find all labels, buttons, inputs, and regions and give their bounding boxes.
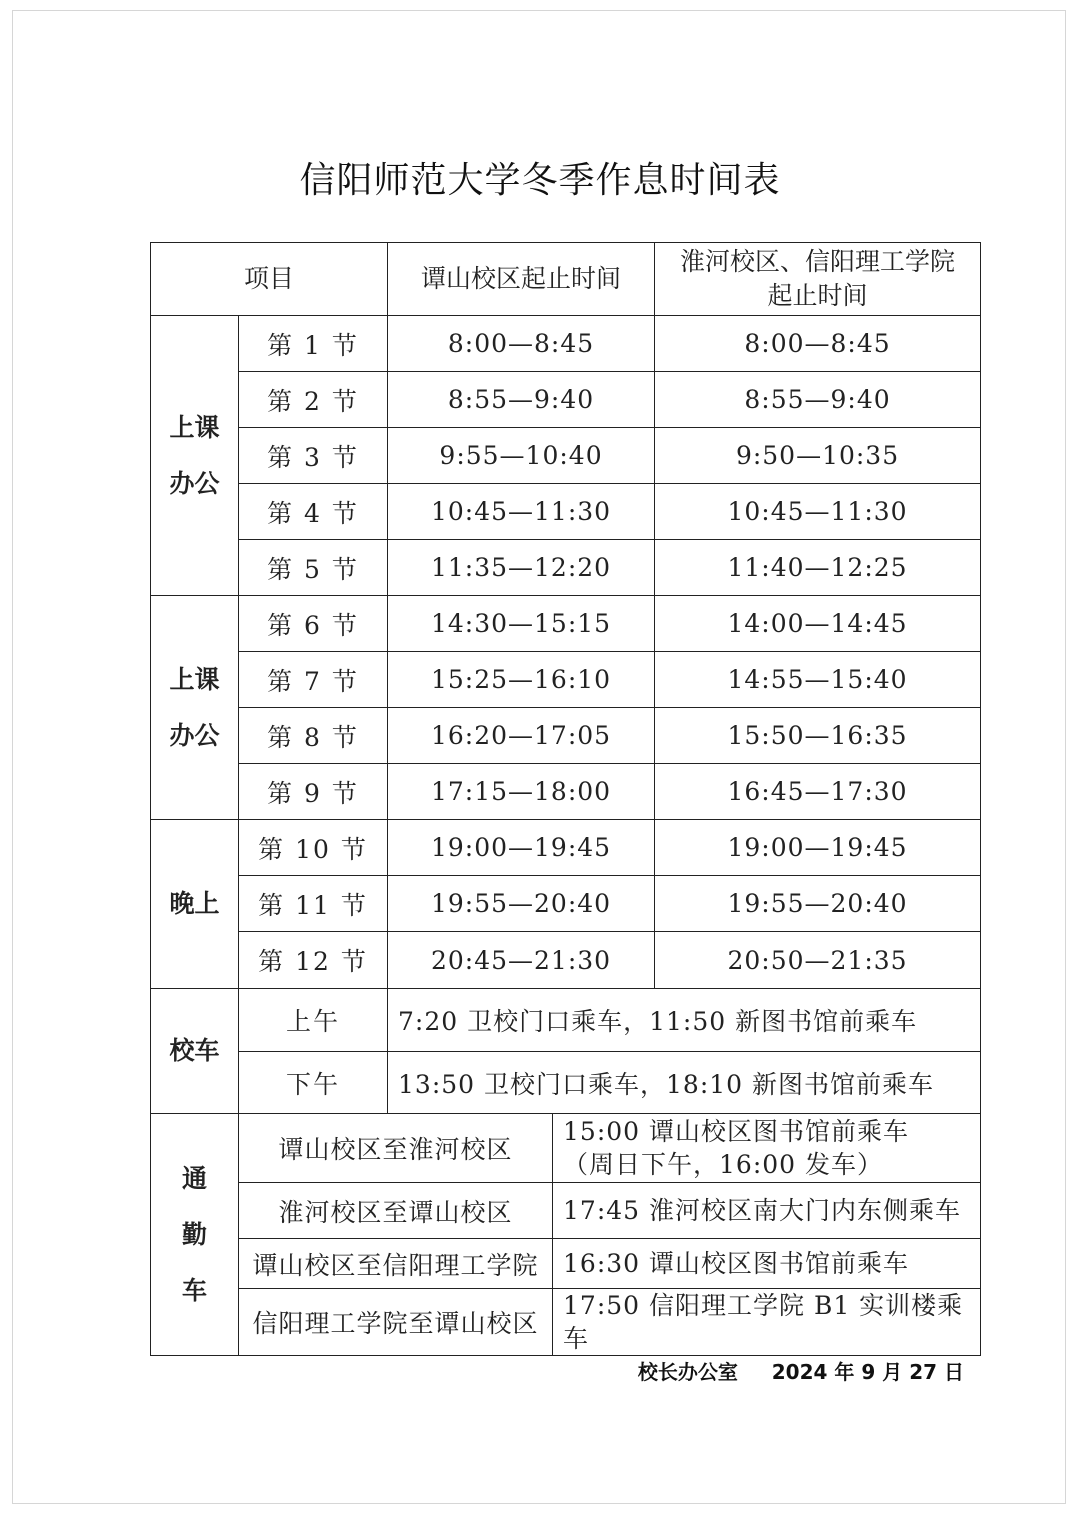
commute-desc-line1: 15:00 谭山校区图书馆前乘车 xyxy=(563,1117,910,1146)
group-bus: 校车 xyxy=(151,989,239,1114)
period-label: 第 4 节 xyxy=(239,484,388,540)
header-tanshan: 谭山校区起止时间 xyxy=(388,243,655,316)
table-row xyxy=(151,1289,981,1356)
tanshan-time: 9:55—10:40 xyxy=(388,428,655,484)
tanshan-time: 10:45—11:30 xyxy=(388,484,655,540)
table-row xyxy=(151,316,981,372)
bus-desc: 13:50 卫校门口乘车，18:10 新图书馆前乘车 xyxy=(388,1052,981,1114)
table-header-row xyxy=(151,243,981,316)
huaihe-time: 14:55—15:40 xyxy=(655,652,981,708)
huaihe-time: 20:50—21:35 xyxy=(655,932,981,989)
commute-route: 淮河校区至谭山校区 xyxy=(239,1183,553,1239)
table-row xyxy=(151,876,981,932)
period-label: 第 5 节 xyxy=(239,540,388,596)
tanshan-time: 15:25—16:10 xyxy=(388,652,655,708)
group-afternoon xyxy=(151,596,239,820)
commute-desc: 17:50 信阳理工学院 B1 实训楼乘车 xyxy=(553,1289,981,1356)
footer-signature xyxy=(638,1356,964,1385)
table-row xyxy=(151,652,981,708)
bus-label: 下午 xyxy=(239,1052,388,1114)
page-title: 信阳师范大学冬季作息时间表 xyxy=(299,160,781,201)
commute-route: 谭山校区至信阳理工学院 xyxy=(239,1239,553,1289)
tanshan-time: 19:00—19:45 xyxy=(388,820,655,876)
tanshan-time: 16:20—17:05 xyxy=(388,708,655,764)
group-commute-char3: 车 xyxy=(181,1275,207,1305)
table-row xyxy=(151,484,981,540)
huaihe-time: 15:50—16:35 xyxy=(655,708,981,764)
group-commute-char1: 通 xyxy=(181,1163,207,1193)
commute-route: 信阳理工学院至谭山校区 xyxy=(239,1289,553,1356)
tanshan-time: 19:55—20:40 xyxy=(388,876,655,932)
group-morning-line2: 办公 xyxy=(169,468,220,498)
tanshan-time: 11:35—12:20 xyxy=(388,540,655,596)
table-row xyxy=(151,764,981,820)
period-label: 第 12 节 xyxy=(239,932,388,989)
huaihe-time: 9:50—10:35 xyxy=(655,428,981,484)
table-row xyxy=(151,820,981,876)
commute-route: 谭山校区至淮河校区 xyxy=(239,1114,553,1183)
group-commute-char2: 勤 xyxy=(181,1219,207,1249)
header-huaihe-line2: 起止时间 xyxy=(767,281,868,310)
group-afternoon-line1: 上课 xyxy=(169,664,220,694)
tanshan-time: 8:55—9:40 xyxy=(388,372,655,428)
period-label: 第 9 节 xyxy=(239,764,388,820)
schedule-table xyxy=(150,242,981,1356)
group-afternoon-line2: 办公 xyxy=(169,720,220,750)
period-label: 第 10 节 xyxy=(239,820,388,876)
period-label: 第 3 节 xyxy=(239,428,388,484)
table-row xyxy=(151,1114,981,1183)
huaihe-time: 8:00—8:45 xyxy=(655,316,981,372)
bus-label: 上午 xyxy=(239,989,388,1052)
huaihe-time: 16:45—17:30 xyxy=(655,764,981,820)
header-huaihe xyxy=(655,243,981,316)
tanshan-time: 17:15—18:00 xyxy=(388,764,655,820)
table-row xyxy=(151,1183,981,1239)
commute-desc: 16:30 谭山校区图书馆前乘车 xyxy=(553,1239,981,1289)
table-row xyxy=(151,708,981,764)
huaihe-time: 8:55—9:40 xyxy=(655,372,981,428)
tanshan-time: 14:30—15:15 xyxy=(388,596,655,652)
footer-date: 2024 年 9 月 27 日 xyxy=(771,1360,964,1384)
footer-office: 校长办公室 xyxy=(637,1360,738,1384)
tanshan-time: 8:00—8:45 xyxy=(388,316,655,372)
table-row xyxy=(151,1239,981,1289)
huaihe-time: 10:45—11:30 xyxy=(655,484,981,540)
period-label: 第 7 节 xyxy=(239,652,388,708)
commute-desc: 17:45 淮河校区南大门内东侧乘车 xyxy=(553,1183,981,1239)
period-label: 第 11 节 xyxy=(239,876,388,932)
commute-desc-line2: （周日下午，16:00 发车） xyxy=(563,1150,884,1179)
bus-desc: 7:20 卫校门口乘车，11:50 新图书馆前乘车 xyxy=(388,989,981,1052)
huaihe-time: 19:00—19:45 xyxy=(655,820,981,876)
table-row xyxy=(151,932,981,989)
table-row xyxy=(151,372,981,428)
huaihe-time: 14:00—14:45 xyxy=(655,596,981,652)
header-huaihe-line1: 淮河校区、信阳理工学院 xyxy=(680,247,956,276)
tanshan-time: 20:45—21:30 xyxy=(388,932,655,989)
period-label: 第 8 节 xyxy=(239,708,388,764)
huaihe-time: 19:55—20:40 xyxy=(655,876,981,932)
group-morning xyxy=(151,316,239,596)
period-label: 第 6 节 xyxy=(239,596,388,652)
huaihe-time: 11:40—12:25 xyxy=(655,540,981,596)
commute-desc xyxy=(553,1114,981,1183)
table-row xyxy=(151,1052,981,1114)
period-label: 第 1 节 xyxy=(239,316,388,372)
group-evening: 晚上 xyxy=(151,820,239,989)
table-row xyxy=(151,989,981,1052)
table-row xyxy=(151,540,981,596)
table-row xyxy=(151,428,981,484)
header-item: 项目 xyxy=(151,243,388,316)
table-row xyxy=(151,596,981,652)
period-label: 第 2 节 xyxy=(239,372,388,428)
group-morning-line1: 上课 xyxy=(169,412,220,442)
group-commute xyxy=(151,1114,239,1356)
